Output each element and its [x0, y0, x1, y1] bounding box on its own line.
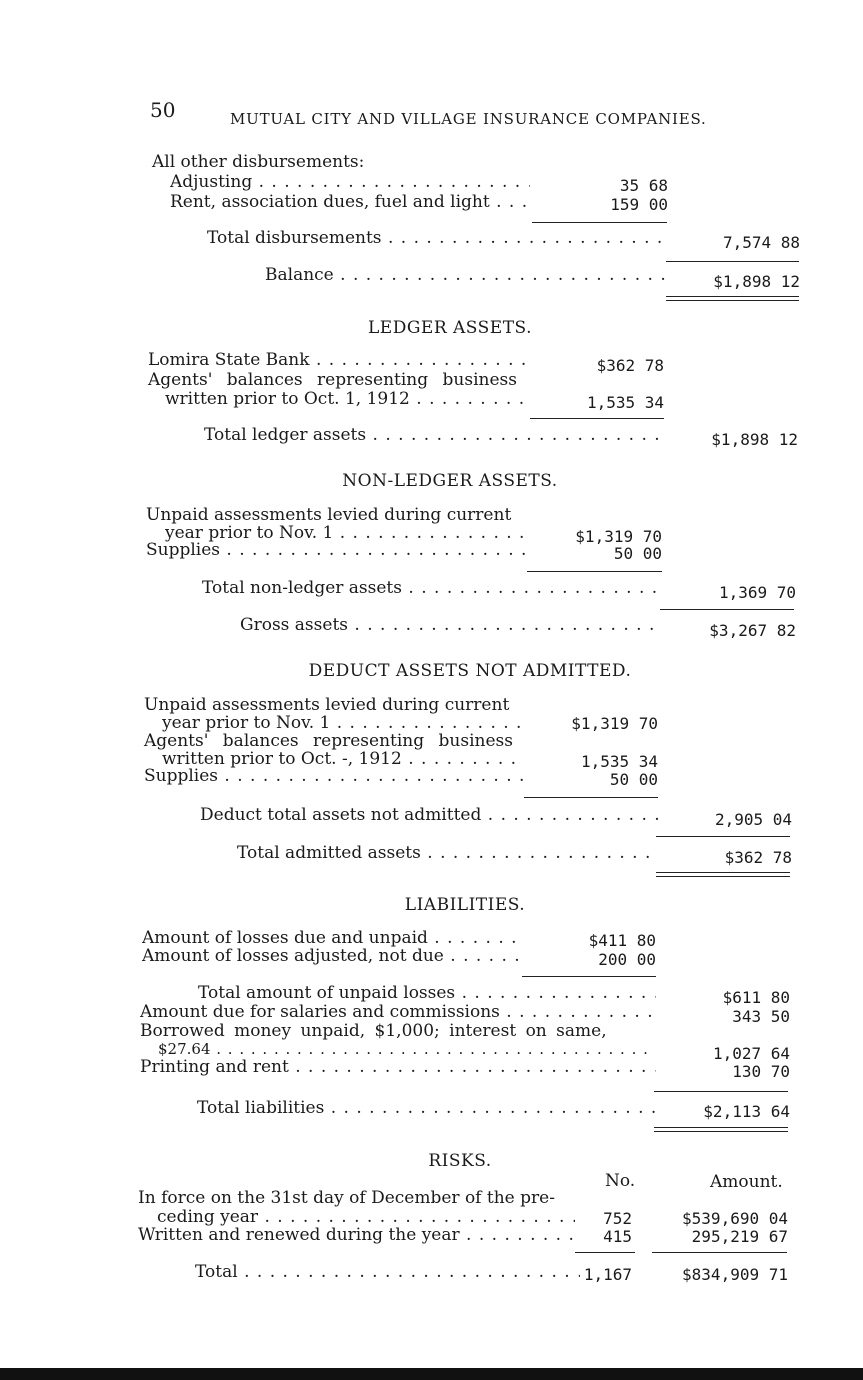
balance-label: Balance . . . [265, 265, 665, 285]
adjusting-label: Adjusting . . . [170, 172, 530, 192]
balance-amount: $1,898 12 [713, 272, 800, 291]
total-non-ledger-amount: 1,369 70 [718, 583, 796, 602]
divider [660, 609, 794, 610]
printing-label: Printing and rent . . . [140, 1057, 656, 1077]
rent-label: Rent, association dues, fuel and light . . . [170, 192, 530, 212]
na-supplies-label: Supplies . . . [144, 766, 525, 786]
page-title: MUTUAL CITY AND VILLAGE INSURANCE COMPANIES. [230, 110, 707, 128]
losses-due-label: Amount of losses due and unpaid . . . [142, 928, 525, 948]
losses-adjusted-amount: 200 00 [598, 950, 656, 969]
not-admitted-heading: DEDUCT ASSETS NOT ADMITTED. [308, 661, 632, 681]
divider [666, 261, 799, 262]
admitted-total-label: Total admitted assets . . . [237, 843, 657, 863]
divider [654, 1091, 788, 1092]
risks-total-no: 1,167 [583, 1265, 632, 1284]
na-unpaid-line-2-label: year prior to Nov. 1 . . . [162, 713, 525, 733]
supplies-label: Supplies . . . [146, 540, 527, 560]
borrowed-line-1: Borrowed money unpaid, $1,000; interest on same, [140, 1021, 607, 1041]
deduct-total-label: Deduct total assets not admitted . . . [200, 805, 658, 825]
double-rule [654, 1127, 788, 1132]
divider [527, 571, 662, 572]
divider [522, 976, 656, 977]
risks-heading: RISKS. [428, 1151, 492, 1171]
na-unpaid-line-1: Unpaid assessments levied during current [144, 695, 510, 715]
written-label: Written and renewed during the year . . . [138, 1225, 575, 1245]
borrowed-amount: 1,027 64 [712, 1044, 790, 1063]
written-no: 415 [603, 1227, 632, 1246]
inforce-line-2-label: ceding year . . . [157, 1207, 575, 1227]
divider [530, 418, 664, 419]
salaries-amount: 343 50 [732, 1007, 790, 1026]
deduct-total-amount: 2,905 04 [714, 810, 792, 829]
losses-adjusted-label: Amount of losses adjusted, not due . . . [142, 946, 525, 966]
col-no-header: No. [605, 1171, 636, 1191]
gross-assets-label: Gross assets . . . [240, 615, 660, 635]
total-unpaid-label: Total amount of unpaid losses . . . [198, 983, 656, 1003]
na-agents-line-1: Agents' balances representing business [144, 731, 513, 751]
risks-total-label: Total . . . [195, 1262, 580, 1282]
bank-amount: $362 78 [596, 356, 664, 375]
total-ledger-amount: $1,898 12 [711, 430, 798, 449]
total-unpaid-amount: $611 80 [722, 988, 790, 1007]
borrowed-line-2-label: $27.64 . . . [158, 1039, 656, 1059]
salaries-label: Amount due for salaries and commissions . . . [140, 1002, 656, 1022]
na-agents-amount: 1,535 34 [580, 752, 658, 771]
divider [652, 1252, 787, 1253]
unpaid-line-2-label: year prior to Nov. 1 . . . [165, 523, 527, 543]
disbursements-intro: All other disbursements: [152, 152, 365, 172]
double-rule [666, 296, 799, 301]
written-amount: 295,219 67 [691, 1227, 788, 1246]
total-liabilities-amount: $2,113 64 [703, 1102, 790, 1121]
na-unpaid-amount: $1,319 70 [571, 714, 658, 733]
total-ledger-label: Total ledger assets . . . [204, 425, 662, 445]
adjusting-amount: 35 68 [619, 176, 668, 195]
non-ledger-heading: NON-LEDGER ASSETS. [342, 471, 558, 491]
page-number: 50 [150, 98, 176, 122]
total-disbursements-label: Total disbursements . . . [207, 228, 665, 248]
scan-edge [0, 1368, 863, 1380]
agents-amount: 1,535 34 [586, 393, 664, 412]
agents-line-2-label: written prior to Oct. 1, 1912 . . . [165, 389, 530, 409]
inforce-amount: $539,690 04 [682, 1209, 788, 1228]
na-agents-line-2-label: written prior to Oct. -, 1912 . . . [162, 749, 525, 769]
double-rule [656, 872, 790, 877]
total-liabilities-label: Total liabilities . . . [197, 1098, 663, 1118]
unpaid-amount: $1,319 70 [575, 527, 662, 546]
divider [532, 222, 667, 223]
risks-total-amount: $834,909 71 [682, 1265, 788, 1284]
ledger-assets-heading: LEDGER ASSETS. [368, 318, 532, 338]
gross-assets-amount: $3,267 82 [709, 621, 796, 640]
bank-label: Lomira State Bank . . . [148, 350, 530, 370]
printing-amount: 130 70 [732, 1062, 790, 1081]
agents-line-1: Agents' balances representing business [148, 370, 517, 390]
divider [524, 797, 658, 798]
liabilities-heading: LIABILITIES. [404, 895, 526, 915]
admitted-total-amount: $362 78 [724, 848, 792, 867]
divider [575, 1252, 635, 1253]
total-disbursements-amount: 7,574 88 [722, 233, 800, 252]
rent-amount: 159 00 [610, 195, 668, 214]
na-supplies-amount: 50 00 [609, 770, 658, 789]
supplies-amount: 50 00 [613, 544, 662, 563]
losses-due-amount: $411 80 [588, 931, 656, 950]
col-amount-header: Amount. [710, 1172, 783, 1192]
unpaid-line-1: Unpaid assessments levied during current [146, 505, 512, 525]
divider [656, 836, 790, 837]
total-non-ledger-label: Total non-ledger assets . . . [202, 578, 662, 598]
inforce-no: 752 [603, 1209, 632, 1228]
inforce-line-1: In force on the 31st day of December of the pre- [138, 1188, 555, 1208]
